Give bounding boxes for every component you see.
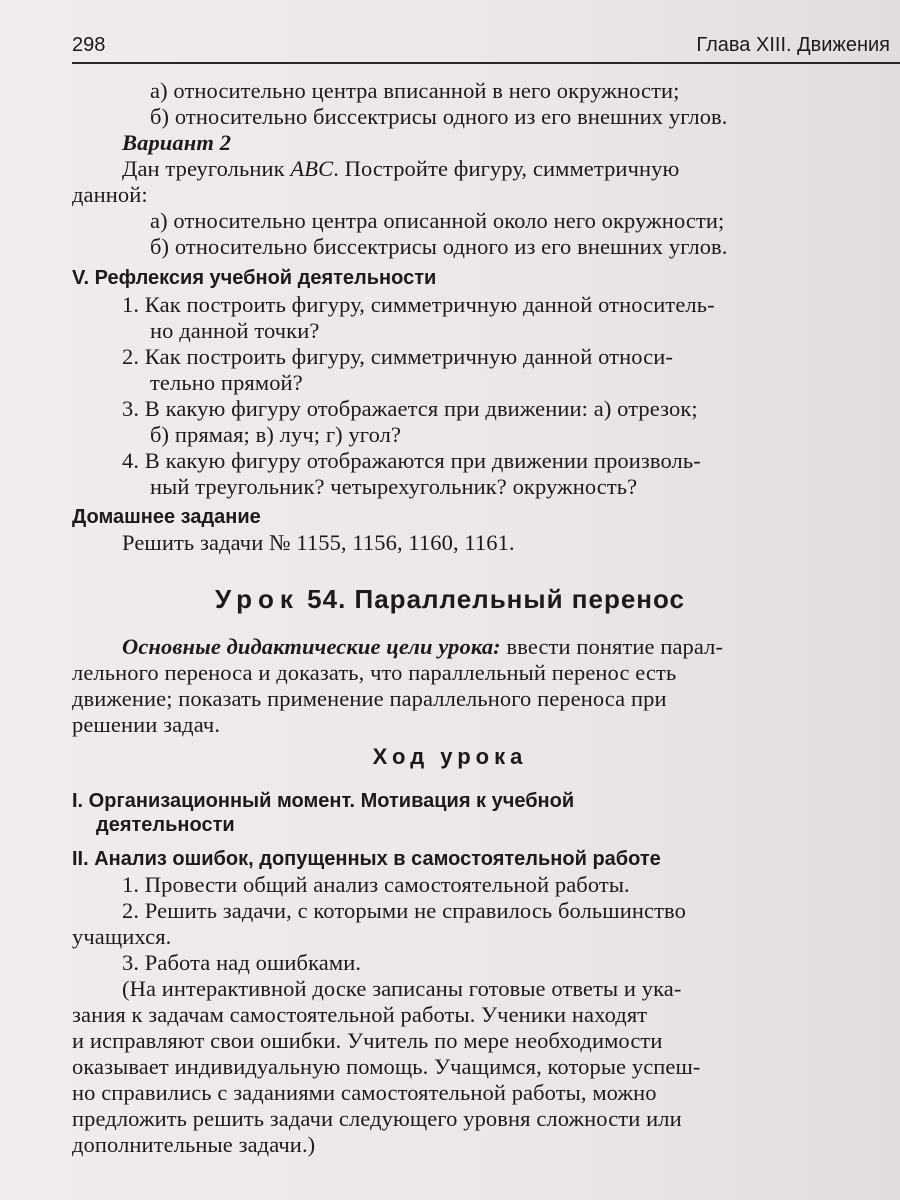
section-heading: II. Анализ ошибок, допущенных в самостоятельной работе <box>72 848 661 870</box>
goals-line: лельного переноса и доказать, что параллельный перенос есть <box>72 660 677 685</box>
text-line: б) относительно биссектрисы одного из его внешних углов. <box>150 104 728 129</box>
question-line: 1. Как построить фигуру, симметричную данной относитель- <box>122 292 715 317</box>
question-line: ный треугольник? четырехугольник? окружность? <box>150 474 638 499</box>
page-number: 298 <box>72 34 106 56</box>
goals-line: движение; показать применение параллельного переноса при <box>72 686 667 711</box>
goals-line: решении задач. <box>72 712 221 737</box>
text-line: 2. Решить задачи, с которыми не справилось большинство <box>122 898 686 923</box>
text-line: (На интерактивной доске записаны готовые ответы и ука- <box>122 976 682 1001</box>
section-heading: деятельности <box>96 814 235 836</box>
text-line: данной: <box>72 182 148 207</box>
text-line: но справились с заданиями самостоятельной работы, можно <box>72 1080 657 1105</box>
text-line: дополнительные задачи.) <box>72 1132 316 1157</box>
homework-text: Решить задачи № 1155, 1156, 1160, 1161. <box>122 530 515 555</box>
question-line: 3. В какую фигуру отображается при движении: а) отрезок; <box>122 396 698 421</box>
text-line: 1. Провести общий анализ самостоятельной работы. <box>122 872 630 897</box>
text-line: Дан треугольник ABC. Постройте фигуру, симметричную <box>122 156 680 181</box>
question-line: 4. В какую фигуру отображаются при движении произволь- <box>122 448 701 473</box>
section-heading: V. Рефлексия учебной деятельности <box>72 267 437 289</box>
homework-heading: Домашнее задание <box>72 506 261 528</box>
text-line: 3. Работа над ошибками. <box>122 950 362 975</box>
variant-heading: Вариант 2 <box>122 130 232 155</box>
text-line: а) относительно центра описанной около него окружности; <box>150 208 725 233</box>
text-line: зания к задачам самостоятельной работы. Ученики находят <box>72 1002 648 1027</box>
question-line: б) прямая; в) луч; г) угол? <box>150 422 402 447</box>
text-line: и исправляют свои ошибки. Учитель по мере необходимости <box>72 1028 663 1053</box>
lesson-plan-heading: Ход урока <box>372 744 528 769</box>
text-line: предложить решить задачи следующего уровня сложности или <box>72 1106 682 1131</box>
text-line: а) относительно центра вписанной в него окружности; <box>150 78 680 103</box>
text-line: учащихся. <box>72 924 172 949</box>
question-line: тельно прямой? <box>150 370 303 395</box>
chapter-title: Глава XIII. Движения <box>696 34 890 56</box>
running-header <box>72 28 900 64</box>
text-line: б) относительно биссектрисы одного из его внешних углов. <box>150 234 728 259</box>
section-heading: I. Организационный момент. Мотивация к учебной <box>72 790 575 812</box>
goals-line: Основные дидактические цели урока: ввести понятие парал- <box>122 634 724 659</box>
text-line: оказывает индивидуальную помощь. Учащимся, которые успеш- <box>72 1054 701 1079</box>
lesson-title: Урок 54. Параллельный перенос <box>214 584 686 614</box>
question-line: 2. Как построить фигуру, симметричную данной относи- <box>122 344 673 369</box>
question-line: но данной точки? <box>150 318 320 343</box>
